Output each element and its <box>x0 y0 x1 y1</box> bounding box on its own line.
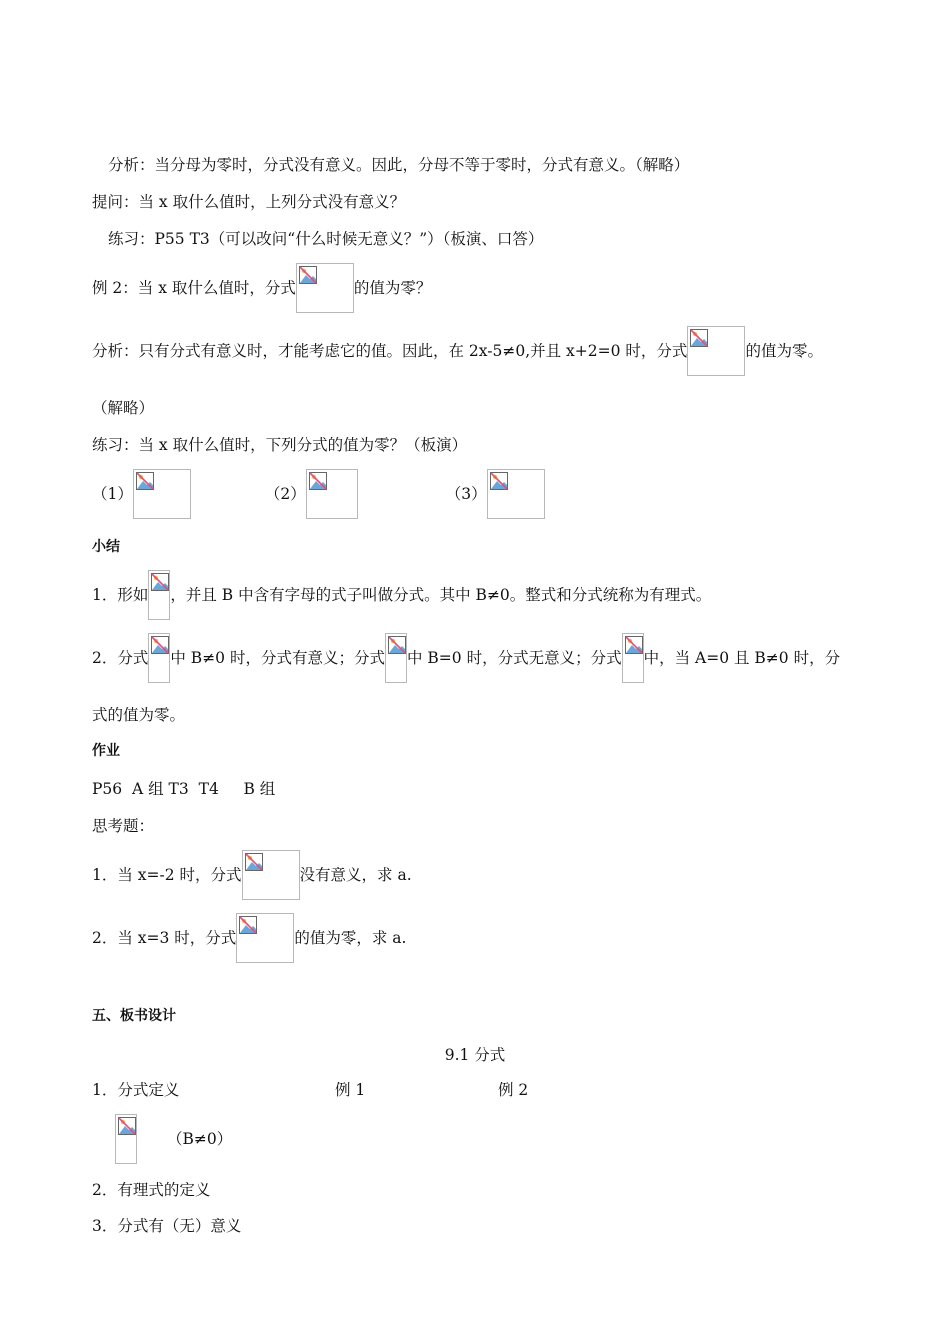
exercise-text: 练习：P55 T3（可以改问“什么时候无意义？”）（板演、口答） <box>108 230 544 248</box>
summary2-text-part2: 中 B≠0 时，分式有意义；分式 <box>170 649 385 667</box>
summary-item-2 <box>92 633 840 683</box>
board-row1-col-c: 例 2 <box>498 1081 529 1099</box>
question-text: 提问：当 x 取什么值时，上列分式没有意义？ <box>92 193 406 211</box>
homework-text: P56 A 组 T3 T4 B 组 <box>92 780 276 798</box>
summary2-text-part4: 中，当 A=0 且 B≠0 时，分 <box>643 649 841 667</box>
formula-image <box>242 850 300 900</box>
solution-omitted <box>92 398 154 418</box>
solution-omitted-text: （解略） <box>92 399 155 417</box>
formula-image <box>385 633 407 683</box>
exercise2-item-label: （2） <box>264 485 306 503</box>
summary-item-1 <box>92 570 711 620</box>
board-design-heading-text: 五、板书设计 <box>92 1008 176 1024</box>
think1-text-before: 1．当 x=-2 时，分式 <box>92 866 242 884</box>
summary1-text-after: ，并且 B 中含有字母的式子叫做分式。其中 B≠0。整式和分式统称为有理式。 <box>170 586 712 604</box>
formula-image <box>687 326 745 376</box>
analysis2-text-before: 分析：只有分式有意义时，才能考虑它的值。因此，在 2x-5≠0,并且 x+2=0 时，分式 <box>92 342 688 360</box>
broken-image-icon <box>118 1117 136 1135</box>
think2-text-after: 的值为零，求 a. <box>294 929 407 947</box>
board-title: 9.1 分式 <box>444 1046 506 1064</box>
example2-paragraph <box>92 263 431 313</box>
think-question-1 <box>92 850 412 900</box>
exercise-paragraph <box>108 229 543 249</box>
homework-heading <box>92 741 120 761</box>
formula-image <box>622 633 644 683</box>
formula-image <box>236 913 294 963</box>
board-condition-text: （B≠0） <box>167 1130 233 1148</box>
board-design-heading <box>92 1006 176 1026</box>
board-row-3 <box>92 1216 241 1236</box>
board-row1-col-b: 例 1 <box>335 1081 366 1099</box>
homework-paragraph <box>92 779 275 799</box>
think1-text-after: 没有意义，求 a. <box>299 866 412 884</box>
exercise2-text: 练习：当 x 取什么值时，下列分式的值为零？（板演） <box>92 436 468 454</box>
broken-image-icon <box>490 472 508 490</box>
formula-image <box>306 469 358 519</box>
broken-image-icon <box>625 636 643 654</box>
board-row2-text: 2．有理式的定义 <box>92 1181 211 1199</box>
broken-image-icon <box>309 472 327 490</box>
summary1-text-before: 1．形如 <box>92 586 149 604</box>
formula-image <box>148 570 170 620</box>
homework-heading-text: 作业 <box>92 743 120 759</box>
analysis-paragraph <box>108 155 689 175</box>
exercise2-item-label: （1） <box>92 485 133 503</box>
broken-image-icon <box>299 266 317 284</box>
exercise2-paragraph <box>92 435 467 455</box>
example2-text-before: 例 2：当 x 取什么值时，分式 <box>92 279 296 297</box>
exercise2-item-label: （3） <box>445 485 487 503</box>
analysis2-text-after: 的值为零。 <box>745 342 823 360</box>
board-row1-col-a: 1．分式定义 <box>92 1081 180 1099</box>
summary-heading <box>92 537 120 557</box>
summary-heading-text: 小结 <box>92 539 120 555</box>
formula-image <box>148 633 170 683</box>
question-paragraph <box>92 192 405 212</box>
formula-image <box>133 469 191 519</box>
broken-image-icon <box>245 853 263 871</box>
board-row3-text: 3．分式有（无）意义 <box>92 1217 242 1235</box>
broken-image-icon <box>136 472 154 490</box>
broken-image-icon <box>690 329 708 347</box>
broken-image-icon <box>151 573 169 591</box>
summary2-text-part3: 中 B=0 时，分式无意义；分式 <box>406 649 622 667</box>
exercise2-items <box>92 469 545 519</box>
broken-image-icon <box>239 916 257 934</box>
analysis2-paragraph <box>92 326 823 376</box>
broken-image-icon <box>388 636 406 654</box>
example2-text-after: 的值为零？ <box>353 279 432 297</box>
formula-image <box>487 469 545 519</box>
formula-image <box>296 263 354 313</box>
board-fraction-row <box>115 1114 232 1164</box>
summary2-text-cont: 式的值为零。 <box>92 706 186 724</box>
think-question-2 <box>92 913 406 963</box>
board-row-2 <box>92 1180 210 1200</box>
thinking-heading-text: 思考题： <box>92 817 155 835</box>
broken-image-icon <box>151 636 169 654</box>
thinking-heading <box>92 816 154 836</box>
think2-text-before: 2．当 x=3 时，分式 <box>92 929 237 947</box>
summary2-text-part1: 2．分式 <box>92 649 149 667</box>
analysis-text: 分析：当分母为零时，分式没有意义。因此，分母不等于零时，分式有意义。（解略） <box>108 156 690 174</box>
board-row-1 <box>92 1080 528 1100</box>
summary-item-2-continued <box>92 705 185 725</box>
formula-image <box>115 1114 137 1164</box>
